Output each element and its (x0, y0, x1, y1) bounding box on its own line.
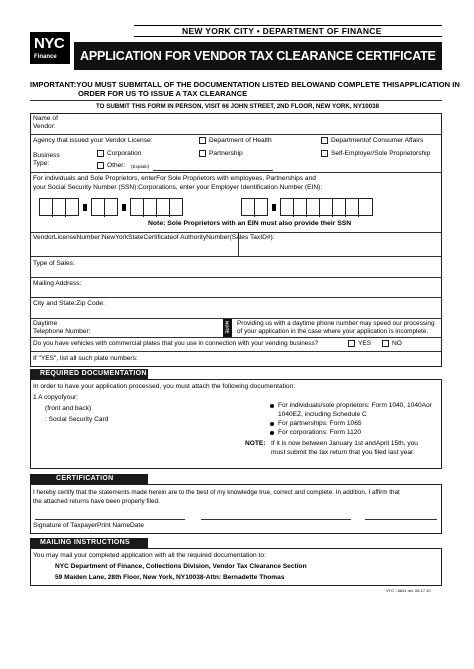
logo-subtext: Finance (34, 54, 57, 60)
sole-prop-note: Note: Sole Proprietors with an EIN must also provide their SSN (148, 220, 352, 227)
required-docs-tab: REQUIRED DOCUMENTATION (30, 369, 148, 379)
header (30, 22, 442, 72)
mailing-address-1: NYC Department of Finance, Collections Division, Vendor Tax Clearance Section (55, 563, 307, 570)
mailing-section (30, 548, 442, 586)
date-line[interactable] (365, 519, 437, 520)
submit-note: TO SUBMIT THIS FORM IN PERSON, VISIT 66 JOHN STREET, 2ND FLOOR, NEW YORK, NY10038 (96, 103, 380, 110)
ssn-digits-3[interactable] (130, 198, 183, 216)
sales-type-label: Type of Sales: (33, 260, 75, 267)
phone-note-1: Providing us with a daytime phone number may speed our processing (237, 320, 435, 327)
vendor-name-label-1: Name of (33, 115, 58, 122)
req-item-1a: (front and back) (45, 405, 92, 412)
license-number-label: VendorLicenseNumber:NewYorkStateCertificateof AuthorityNumber(Sales TaxID#): (33, 234, 275, 241)
btype-partnership-label: Partnership (209, 150, 243, 157)
city-state-zip-label: City and State:Zip Code: (33, 300, 105, 307)
certification-tab: CERTIFICATION (30, 474, 148, 484)
req-bullet-1b: 1040EZ, including Schedule C (278, 411, 367, 418)
print-name-line[interactable] (201, 519, 351, 520)
page-title: APPLICATION FOR VENDOR TAX CLEARANCE CERTIFICATE (80, 49, 436, 63)
plate-numbers-label: If "YES", list all such plate numbers: (33, 355, 138, 362)
btype-corporation-checkbox[interactable] (97, 150, 104, 157)
dept-bar (134, 25, 442, 37)
bullet-icon (270, 431, 274, 435)
btype-other-field[interactable] (153, 170, 273, 171)
required-docs-section (30, 379, 442, 469)
phone-label-2: Telephone Number: (33, 328, 91, 335)
btype-other-checkbox[interactable] (97, 162, 104, 169)
mailing-address-field[interactable] (93, 278, 439, 296)
ein-digits-2[interactable] (280, 198, 373, 216)
mailing-address-2: 59 Maiden Lane, 28th Floor, New York, NY10038-Attn: Bernadette Thomas (55, 574, 285, 581)
phone-field[interactable] (95, 319, 221, 336)
certification-text-1: I hereby certify that the statements made herein are to the best of my knowledge true, correct and complete. In addition, I affirm that (33, 489, 400, 496)
btype-sole-prop-checkbox[interactable] (321, 150, 328, 157)
logo-text: NYC (34, 35, 65, 52)
city-state-zip-field[interactable] (141, 299, 439, 317)
btype-sole-prop-label: Self-Employer/Sole Proprietorship (331, 150, 431, 157)
agency-health-label: Department of Health (209, 137, 272, 144)
mailing-address-label: Mailing Address: (33, 280, 82, 287)
mailing-intro: You may mail your completed application with all the required documentation to: (33, 552, 266, 559)
req-item-1: 1 A copyofyour: (33, 394, 79, 401)
certification-text-2: the attached returns have been properly filed. (33, 498, 160, 505)
req-bullet-3: For corporations: Form 1120 (278, 429, 362, 436)
logo (30, 32, 70, 64)
vehicles-no-checkbox[interactable] (382, 340, 389, 347)
signature-labels: Signature of TaxpayerPrint NameDate (33, 522, 144, 529)
ssn-instructions-2: your Social Security Number (SSN):Corporations, enter your Employer Identification Number (EIN): (33, 184, 323, 191)
business-type-label-2: Type: (33, 160, 50, 167)
ein-digits-1[interactable] (241, 198, 268, 216)
ssn-digits-2[interactable] (91, 198, 118, 216)
title-bar (74, 42, 442, 70)
sales-type-field[interactable] (83, 258, 439, 276)
req-note-label: NOTE: (245, 440, 266, 447)
vehicles-question: Do you have vehicles with commercial plates that you use in connection with your vending business? (33, 340, 319, 347)
agency-dca-checkbox[interactable] (321, 137, 328, 144)
vehicles-no-label: NO (392, 340, 402, 347)
ssn-digits-1[interactable] (39, 198, 79, 216)
btype-explain-label: (Explain) (131, 164, 150, 169)
req-bullet-1a: For individuals/sole proprietors: Form 1040, 1040Aor (278, 402, 432, 409)
important-line-1: IMPORTANT:YOU MUST SUBMITALL OF THE DOCUMENTATION LISTED BELOWAND COMPLETE THISAPPLICATION IN (30, 80, 460, 89)
req-note-1: If it is now between January 1st andApril 15th, you (271, 440, 418, 447)
dept-line: NEW YORK CITY • DEPARTMENT OF FINANCE (182, 26, 382, 36)
req-item-1b: : Social Security Card (45, 416, 109, 423)
phone-note-2: of your application in the case where your application is incomplete. (237, 328, 429, 335)
vendor-name-field[interactable] (61, 115, 439, 133)
bullet-icon (270, 404, 274, 408)
agency-health-checkbox[interactable] (199, 137, 206, 144)
btype-other-label: Other: (107, 162, 126, 169)
vendor-name-label-2: Vendor: (33, 123, 56, 130)
signature-line[interactable] (35, 519, 185, 520)
vehicles-yes-label: YES (358, 340, 372, 347)
btype-partnership-checkbox[interactable] (199, 150, 206, 157)
business-type-label-1: Business (33, 152, 60, 159)
certification-section (30, 484, 442, 534)
note-tab: NOTE (223, 319, 232, 337)
bullet-icon (270, 422, 274, 426)
form-code: VTC - 8641 rev. 06.17.10 (386, 588, 431, 593)
btype-corporation-label: Corporation (107, 150, 142, 157)
phone-label-1: Daytime (33, 320, 58, 327)
mailing-tab: MAILING INSTRUCTIONS (30, 538, 148, 548)
vehicles-yes-checkbox[interactable] (348, 340, 355, 347)
req-bullet-2: For partnerships: Form 1065 (278, 420, 362, 427)
vendor-form (30, 113, 442, 367)
req-note-2: must submit the tax return that you filed last year. (271, 449, 415, 456)
important-line-2: ORDER FOR US TO ISSUE A TAX CLEARANCE (78, 89, 248, 98)
agency-dca-label: Departmentof Consumer Affairs (331, 137, 424, 144)
required-intro: In order to have your application processed, you must attach the following documentation: (33, 383, 296, 390)
agency-label: Agency that issued your Vendor License: (33, 137, 153, 144)
plate-numbers-field[interactable] (159, 353, 439, 366)
ssn-instructions-1: For individuals and Sole Proprietors, enterFor Sole Proprietors with employees, Partnerships and (33, 175, 316, 182)
